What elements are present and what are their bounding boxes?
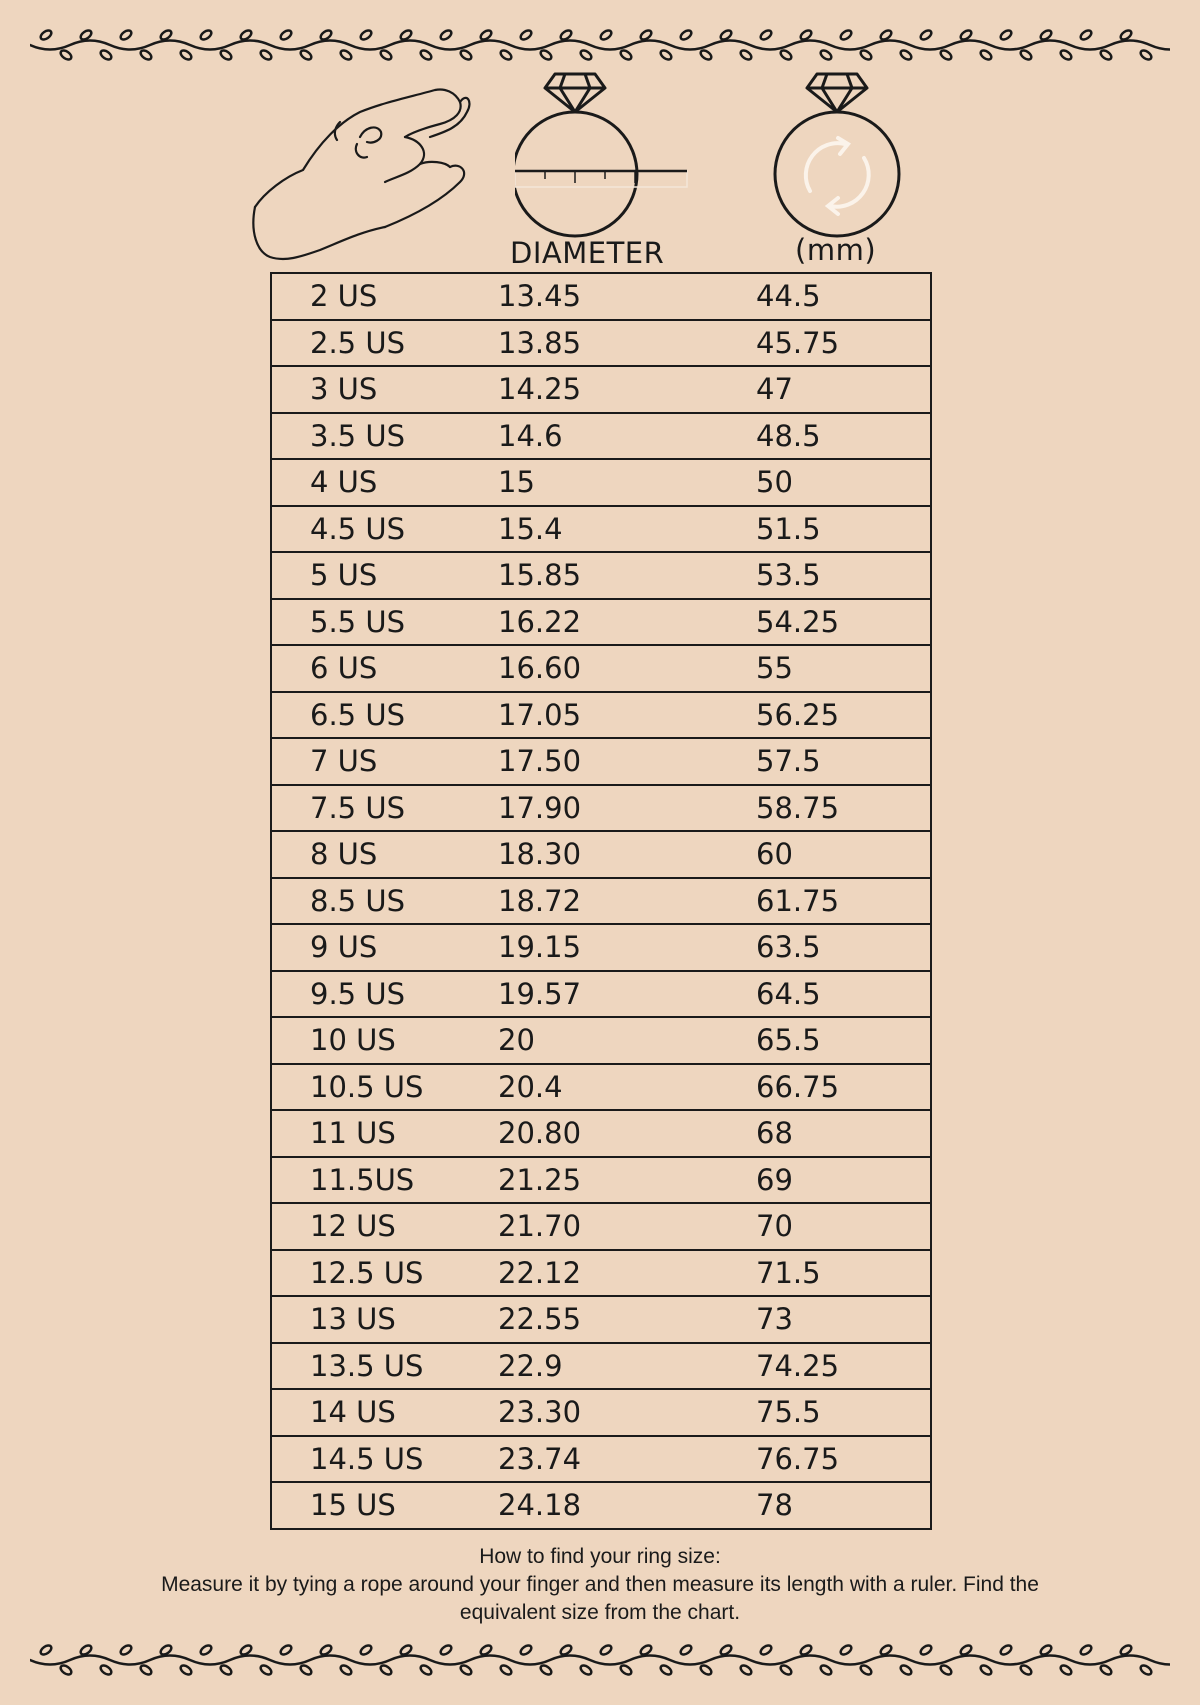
- instructions-title: How to find your ring size:: [479, 1545, 721, 1568]
- us-size-cell: 3 US: [271, 366, 498, 413]
- us-size-cell: 13.5 US: [271, 1343, 498, 1390]
- table-row: [271, 1343, 931, 1390]
- diameter-cell: 20: [498, 1017, 756, 1064]
- us-size-cell: 10 US: [271, 1017, 498, 1064]
- hand-icon: [245, 82, 475, 262]
- circumference-mm-cell: 63.5: [756, 924, 931, 971]
- diameter-cell: 21.70: [498, 1203, 756, 1250]
- table-row: [271, 878, 931, 925]
- circumference-mm-cell: 60: [756, 831, 931, 878]
- table-row: [271, 645, 931, 692]
- diameter-cell: 20.4: [498, 1064, 756, 1111]
- us-size-cell: 7 US: [271, 738, 498, 785]
- diameter-cell: 17.05: [498, 692, 756, 739]
- us-size-cell: 11.5US: [271, 1157, 498, 1204]
- diameter-cell: 21.25: [498, 1157, 756, 1204]
- table-row: [271, 273, 931, 320]
- us-size-cell: 7.5 US: [271, 785, 498, 832]
- table-row: [271, 1064, 931, 1111]
- circumference-mm-cell: 71.5: [756, 1250, 931, 1297]
- us-size-cell: 8 US: [271, 831, 498, 878]
- diameter-cell: 19.57: [498, 971, 756, 1018]
- us-size-cell: 10.5 US: [271, 1064, 498, 1111]
- table-row: [271, 1296, 931, 1343]
- diamond-ring-ruler-icon: [515, 66, 695, 242]
- us-size-cell: 15 US: [271, 1482, 498, 1529]
- us-size-cell: 4.5 US: [271, 506, 498, 553]
- circumference-mm-cell: 74.25: [756, 1343, 931, 1390]
- diameter-cell: 22.12: [498, 1250, 756, 1297]
- circumference-mm-cell: 51.5: [756, 506, 931, 553]
- mm-header: (mm): [795, 233, 877, 267]
- table-row: [271, 506, 931, 553]
- circumference-mm-cell: 45.75: [756, 320, 931, 367]
- table-row: [271, 413, 931, 460]
- diameter-cell: 16.22: [498, 599, 756, 646]
- table-row: [271, 971, 931, 1018]
- circumference-mm-cell: 61.75: [756, 878, 931, 925]
- top-vine-border-icon: [30, 20, 1170, 70]
- diameter-cell: 15.4: [498, 506, 756, 553]
- instructions-body-line1: Measure it by tying a rope around your finger and then measure its length with a ruler. Find the: [161, 1573, 1039, 1596]
- us-size-cell: 6.5 US: [271, 692, 498, 739]
- diameter-cell: 16.60: [498, 645, 756, 692]
- us-size-cell: 2.5 US: [271, 320, 498, 367]
- circumference-mm-cell: 44.5: [756, 279, 821, 314]
- us-size-cell: 9.5 US: [271, 971, 498, 1018]
- us-size-cell: 14.5 US: [271, 1436, 498, 1483]
- circumference-mm-cell: 66.75: [756, 1064, 931, 1111]
- table-row: [271, 692, 931, 739]
- diameter-cell: 14.25: [498, 366, 756, 413]
- table-row: [271, 599, 931, 646]
- diameter-header: DIAMETER: [510, 236, 665, 270]
- diameter-cell: 18.30: [498, 831, 756, 878]
- circumference-mm-cell: 50: [756, 459, 931, 506]
- circumference-mm-cell: 70: [756, 1203, 931, 1250]
- us-size-cell: 5 US: [271, 552, 498, 599]
- diameter-cell: 15: [498, 459, 756, 506]
- table-row: [271, 785, 931, 832]
- us-size-cell: 14 US: [271, 1389, 498, 1436]
- diameter-cell: 18.72: [498, 878, 756, 925]
- us-size-cell: 11 US: [271, 1110, 498, 1157]
- circumference-mm-cell: 68: [756, 1110, 931, 1157]
- table-row: [271, 366, 931, 413]
- us-size-cell: 9 US: [271, 924, 498, 971]
- diameter-cell: 23.30: [498, 1389, 756, 1436]
- instructions: [60, 1543, 1140, 1627]
- table-row: [271, 320, 931, 367]
- circumference-mm-cell: 75.5: [756, 1389, 931, 1436]
- circumference-mm-cell: 48.5: [756, 413, 931, 460]
- diameter-cell: 22.9: [498, 1343, 756, 1390]
- table-row: [271, 459, 931, 506]
- table-row: [271, 924, 931, 971]
- circumference-mm-cell: 65.5: [756, 1017, 931, 1064]
- diameter-cell: 24.18: [498, 1482, 756, 1529]
- us-size-cell: 5.5 US: [271, 599, 498, 646]
- diameter-cell: 19.15: [498, 924, 756, 971]
- table-row: [271, 738, 931, 785]
- diameter-cell: 14.6: [498, 413, 756, 460]
- table-row: [271, 1017, 931, 1064]
- us-size-cell: 4 US: [271, 459, 498, 506]
- circumference-mm-cell: 73: [756, 1296, 931, 1343]
- diameter-cell: 23.74: [498, 1436, 756, 1483]
- table-row: [271, 1436, 931, 1483]
- circumference-mm-cell: 76.75: [756, 1436, 931, 1483]
- circumference-mm-cell: 56.25: [756, 692, 931, 739]
- us-size-cell: 12 US: [271, 1203, 498, 1250]
- circumference-mm-cell: 58.75: [756, 785, 931, 832]
- bottom-vine-border-icon: [30, 1635, 1170, 1685]
- table-row: [271, 1482, 931, 1529]
- us-size-cell: 12.5 US: [271, 1250, 498, 1297]
- circumference-mm-cell: 69: [756, 1157, 931, 1204]
- ring-size-table: [270, 272, 932, 1530]
- table-row: [271, 1157, 931, 1204]
- table-row: [271, 1250, 931, 1297]
- us-size-cell: 3.5 US: [271, 413, 498, 460]
- table-row: [271, 552, 931, 599]
- circumference-mm-cell: 64.5: [756, 971, 931, 1018]
- diameter-cell: 17.90: [498, 785, 756, 832]
- table-row: [271, 1389, 931, 1436]
- circumference-mm-cell: 57.5: [756, 738, 931, 785]
- diameter-cell: 13.85: [498, 320, 756, 367]
- diameter-cell: 22.55: [498, 1296, 756, 1343]
- circumference-mm-cell: 53.5: [756, 552, 931, 599]
- us-size-cell: 8.5 US: [271, 878, 498, 925]
- circumference-mm-cell: 55: [756, 645, 931, 692]
- circumference-mm-cell: 54.25: [756, 599, 931, 646]
- table-row: [271, 1203, 931, 1250]
- diameter-cell: 13.45: [498, 279, 582, 314]
- table-row: [271, 1110, 931, 1157]
- diameter-cell: 20.80: [498, 1110, 756, 1157]
- us-size-cell: 6 US: [271, 645, 498, 692]
- circumference-mm-cell: 78: [756, 1482, 931, 1529]
- circumference-mm-cell: 47: [756, 366, 931, 413]
- table-row: [271, 831, 931, 878]
- us-size-cell: 13 US: [271, 1296, 498, 1343]
- diamond-ring-circumference-icon: [770, 66, 905, 242]
- diameter-cell: 15.85: [498, 552, 756, 599]
- us-size-cell: 2 US: [310, 279, 378, 314]
- instructions-body-line2: equivalent size from the chart.: [459, 1601, 741, 1624]
- diameter-cell: 17.50: [498, 738, 756, 785]
